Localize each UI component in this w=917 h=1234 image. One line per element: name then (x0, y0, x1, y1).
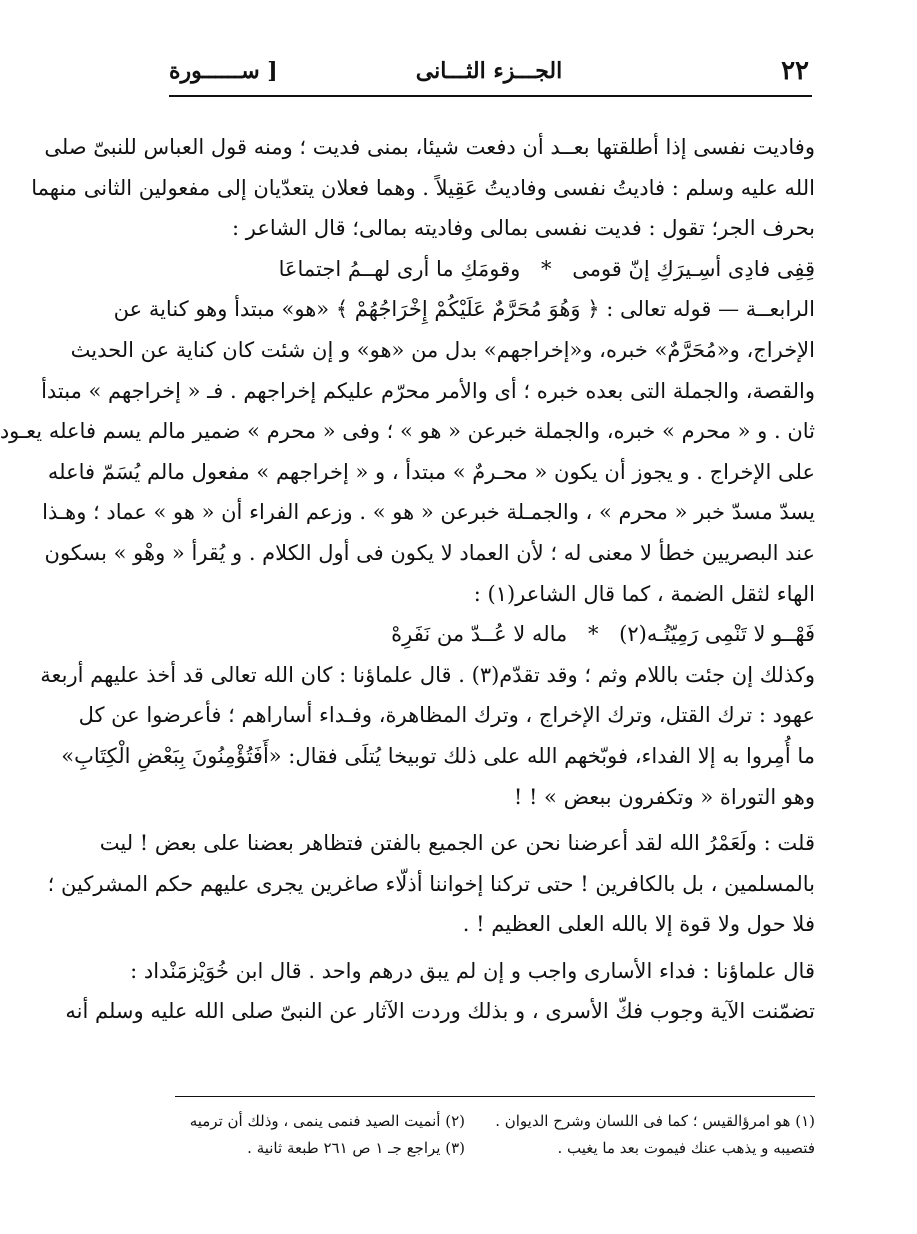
verse-separator: * (587, 622, 599, 647)
text-line: قال علماؤنا : فداء الأسارى واجب و إن لم يبق درهم واحد . قال ابن خُوَيْزمَنْداد : (130, 958, 815, 983)
text-line: تضمّنت الآية وجوب فكّ الأسرى ، و بذلك وردت الآثار عن النبىّ صلى الله عليه وسلم أنه (65, 999, 815, 1024)
text-line: وهو التوراة « وتكفرون ببعض » ! ! (513, 784, 815, 809)
footnote-3: (٣) يراجع جـ ١ ص ٢٦١ طبعة ثانية . (247, 1139, 465, 1157)
footnote-row (175, 1135, 815, 1162)
text-line: على الإخراج . و يجوز أن يكون « محـرمٌ » مبتدأ ، و « إخراجهم » مفعول مالم يُسَمّ فاعله (47, 459, 815, 484)
footnote-1: (١) هو امرؤالقيس ؛ كما فى اللسان وشرح الديوان . (495, 1112, 815, 1130)
page-header (169, 52, 809, 92)
verse-separator: * (541, 256, 552, 281)
text-line: عهود : ترك القتل، وترك الإخراج ، وترك المظاهرة، وفـداء أساراهم ؛ فأعرضوا عن كل (78, 703, 815, 728)
text-line: ثان . و « محرم » خبره، والجملة خبرعن « هو » ؛ وفى « محرم » ضمير مالم يسم فاعله يعـود (0, 419, 815, 444)
text-line: وكذلك إن جئت باللام وثم ؛ وقد تقدّم(٣) . قال علماؤنا : كان الله تعالى قد أخذ عليهم أربعة (40, 662, 815, 687)
footnotes (175, 1108, 815, 1162)
text-line: ما أُمِروا به إلا الفداء، فوبّخهم الله على ذلك توبيخا يُتلَى فقال: «أَفَتُؤْمِنُونَ بِبَعْضِ الْكِتَابِ» (61, 743, 815, 768)
running-title: الجـــزء الثـــانى (415, 58, 563, 84)
main-text (0, 127, 815, 1032)
verse-second-hemistich: وقومَكِ ما أرى لهــمُ اجتماعَا (278, 256, 521, 281)
surah-title: [ ســــــورة (169, 58, 278, 84)
text-line: وفاديت نفسى إذا أطلقتها بعــد أن دفعت شيئا، بمنى فديت ؛ ومنه قول العباس للنبىّ صلى (44, 135, 815, 159)
poetry-verse (175, 614, 815, 655)
footnote-2: (٢) أنميت الصيد فنمى ينمى ، وذلك أن ترميه (189, 1112, 465, 1130)
text-line: عند البصريين خطأ لا معنى له ؛ لأن العماد لا يكون فى أول الكلام . و يُقرأ « وهْو » بسكون (44, 540, 815, 565)
footnote-row (175, 1108, 815, 1135)
text-line: بالمسلمين ، بل بالكافرين ! حتى تركنا إخواننا أذلّاء صاغرين يجرى عليهم حكم المشركين ؛ (47, 871, 815, 896)
text-line: يسدّ مسدّ خبر « محرم » ، والجمـلة خبرعن « هو » . وزعم الفراء أن « هو » عماد ؛ وهـذا (42, 500, 815, 525)
text-line: الإخراج، و«مُحَرَّمٌ» خبره، و«إخراجهم» بدل من «هو» و إن شئت كان كناية عن الحديث (70, 337, 815, 362)
verse-first-hemistich: قِفِى فادِى أسِـيرَكِ إنّ قومى (572, 256, 815, 281)
poetry-verse (175, 249, 815, 290)
verse-second-hemistich: ماله لا عُــدّ من نَفَرِهْ (391, 622, 568, 647)
header-divider (169, 95, 812, 97)
text-line: قلت : ولَعَمْرُ الله لقد أعرضنا نحن عن الجميع بالفتن فتظاهر بعضنا على بعض ! ليت (99, 831, 815, 856)
text-line: الهاء لثقل الضمة ، كما قال الشاعر(١) : (473, 581, 815, 606)
text-line: الرابعــة — قوله تعالى : ﴿ وَهُوَ مُحَرَّمٌ عَلَيْكُمْ إِخْرَاجُهُمْ ﴾ «هو» مبتدأ وهو كناية عن (113, 297, 815, 322)
verse-first-hemistich: فَهْــو لا تَنْمِى رَمِيّتُـه(٢) (619, 622, 815, 647)
footnote-divider (175, 1096, 815, 1097)
text-line: والقصة، والجملة التى بعده خبره ؛ أى والأمر محرّم عليكم إخراجهم . فـ « إخراجهم » مبتدأ (41, 378, 815, 403)
page-number: ٢٢ (781, 56, 809, 86)
text-line: بحرف الجر؛ تقول : فديت نفسى بمالى وفاديته بمالى؛ قال الشاعر : (232, 216, 815, 241)
footnote-1-continuation: فتصيبه و يذهب عنك فيموت بعد ما يغيب . (557, 1139, 815, 1157)
text-line: فلا حول ولا قوة إلا بالله العلى العظيم ! . (462, 912, 815, 937)
text-line: الله عليه وسلم : فاديتُ نفسى وفاديتُ عَقِيلاً . وهما فعلان يتعدّيان إلى مفعولين الثانى منهما (31, 175, 815, 200)
